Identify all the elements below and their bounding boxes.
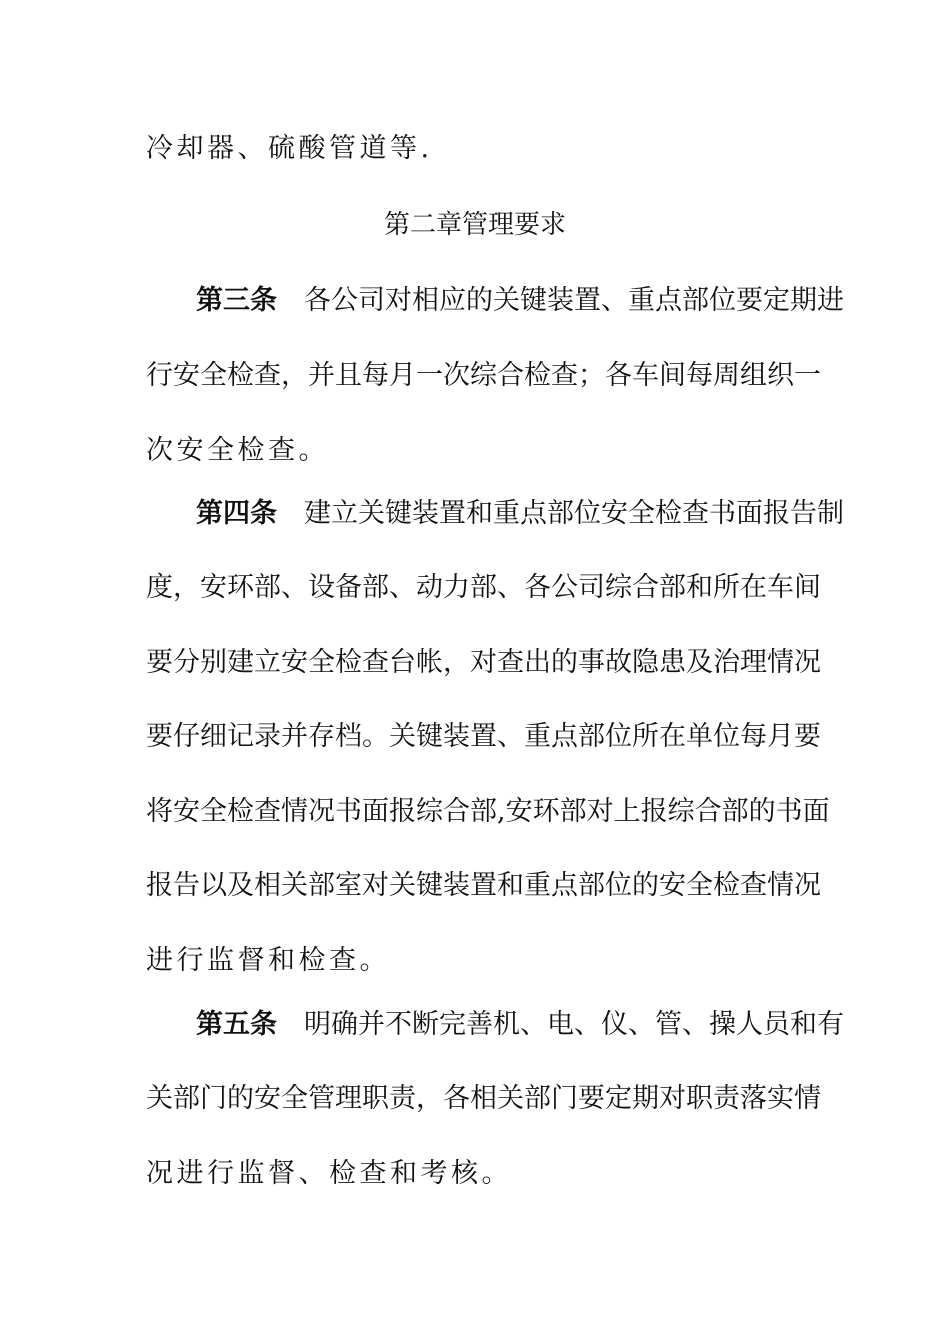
article-5-first-line — [196, 1005, 844, 1045]
article-5-text: 明确并不断完善机、电、仪、管、操人员和有 — [304, 1009, 844, 1040]
article-4-text: 建立关键装置和重点部位安全检查书面报告制 — [304, 498, 844, 529]
text-line: 要分别建立安全检查台帐，对查出的事故隐患及治理情况 — [146, 647, 821, 678]
text-line: 要仔细记录并存档。关键装置、重点部位所在单位每月要 — [146, 721, 821, 752]
article-3-label: 第三条 — [196, 285, 277, 316]
article-3-first-line — [196, 281, 844, 321]
text-line: 冷却器、硫酸管道等. — [146, 133, 433, 164]
chapter-heading: 第二章管理要求 — [383, 210, 566, 240]
article-4-first-line — [196, 494, 844, 534]
article-3-text: 各公司对相应的关键装置、重点部位要定期进 — [304, 285, 844, 316]
text-line: 将安全检查情况书面报综合部,安环部对上报综合部的书面 — [146, 796, 830, 827]
text-line: 度，安环部、设备部、动力部、各公司综合部和所在车间 — [146, 572, 821, 603]
text-line: 报告以及相关部室对关键装置和重点部位的安全检查情况 — [146, 870, 821, 901]
text-line: 进行监督和检查。 — [146, 945, 390, 976]
article-5-label: 第五条 — [196, 1009, 277, 1040]
text-line: 况进行监督、检查和考核。 — [146, 1158, 512, 1189]
text-line: 关部门的安全管理职责，各相关部门要定期对职责落实情 — [146, 1083, 821, 1114]
article-4-label: 第四条 — [196, 498, 277, 529]
text-line: 次安全检查。 — [146, 435, 329, 466]
text-line: 行安全检查，并且每月一次综合检查；各车间每周组织一 — [146, 360, 821, 391]
